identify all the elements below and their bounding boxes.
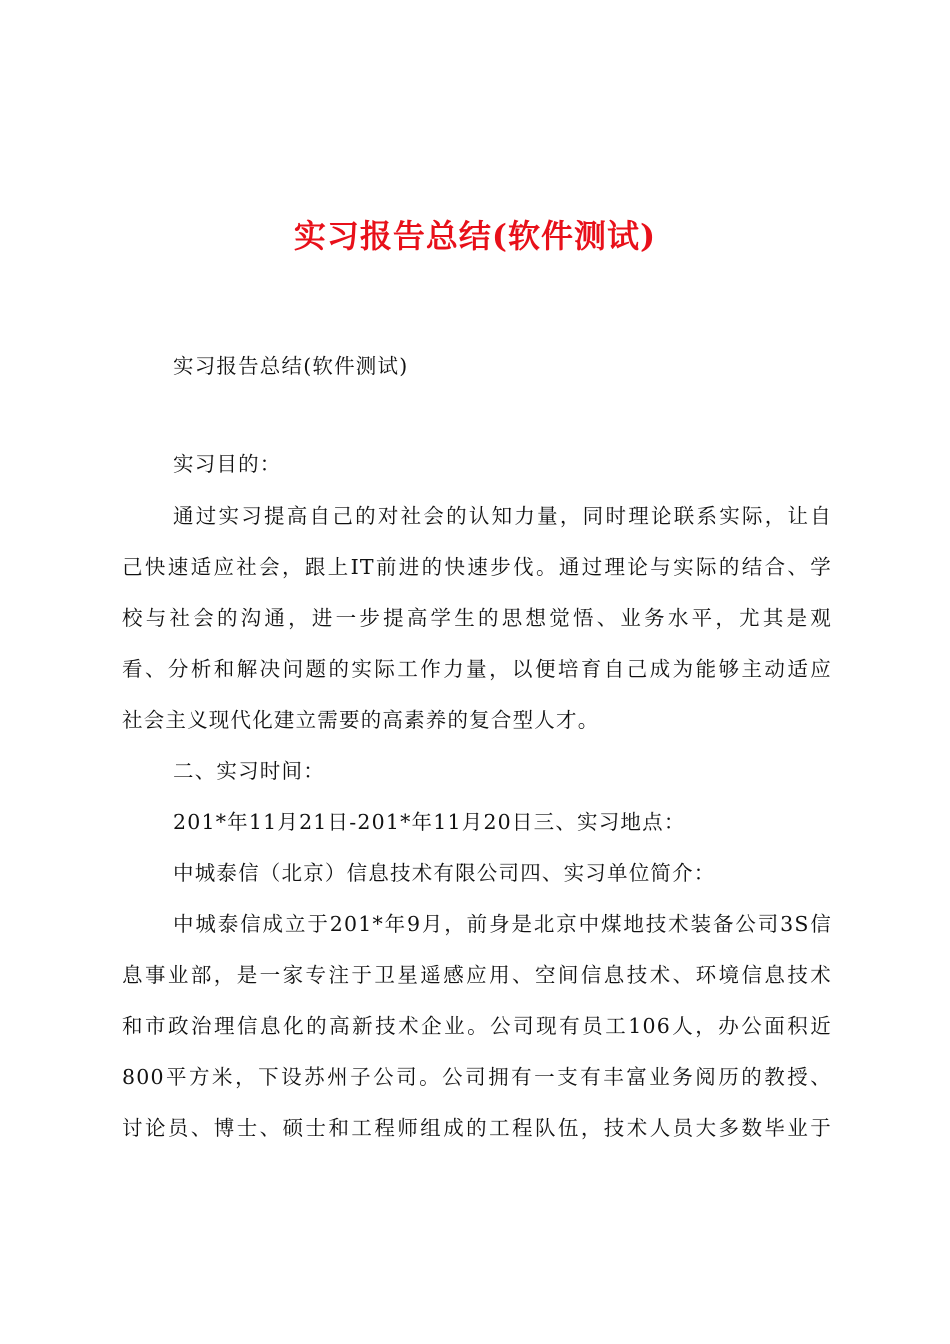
- intro-line: 和市政治理信息化的高新技术企业。公司现有员工106人，办公面积近: [122, 1014, 832, 1038]
- subtitle-line: 实习报告总结(软件测试): [173, 354, 409, 378]
- time-line: 201*年11月21日-201*年11月20日三、实习地点：: [173, 810, 686, 834]
- section-purpose-heading: 实习目的：: [173, 452, 282, 476]
- purpose-line: 校与社会的沟通，进一步提高学生的思想觉悟、业务水平，尤其是观: [122, 606, 832, 630]
- purpose-line: 通过实习提高自己的对社会的认知力量，同时理论联系实际，让自: [173, 504, 832, 528]
- intro-line: 中城泰信成立于201*年9月，前身是北京中煤地技术装备公司3S信: [173, 912, 832, 936]
- purpose-line: 己快速适应社会，跟上IT前进的快速步伐。通过理论与实际的结合、学: [122, 555, 832, 579]
- intro-line: 息事业部，是一家专注于卫星遥感应用、空间信息技术、环境信息技术: [122, 963, 832, 987]
- document-title: 实习报告总结(软件测试): [293, 217, 657, 255]
- intro-line: 800平方米，下设苏州子公司。公司拥有一支有丰富业务阅历的教授、: [122, 1065, 832, 1089]
- place-line: 中城泰信（北京）信息技术有限公司四、实习单位简介：: [173, 861, 716, 885]
- section-time-heading: 二、实习时间：: [173, 759, 325, 783]
- purpose-line: 看、分析和解决问题的实际工作力量，以便培育自己成为能够主动适应: [122, 657, 832, 681]
- intro-line: 讨论员、博士、硕士和工程师组成的工程队伍，技术人员大多数毕业于: [122, 1116, 832, 1140]
- purpose-line: 社会主义现代化建立需要的高素养的复合型人才。: [122, 708, 600, 732]
